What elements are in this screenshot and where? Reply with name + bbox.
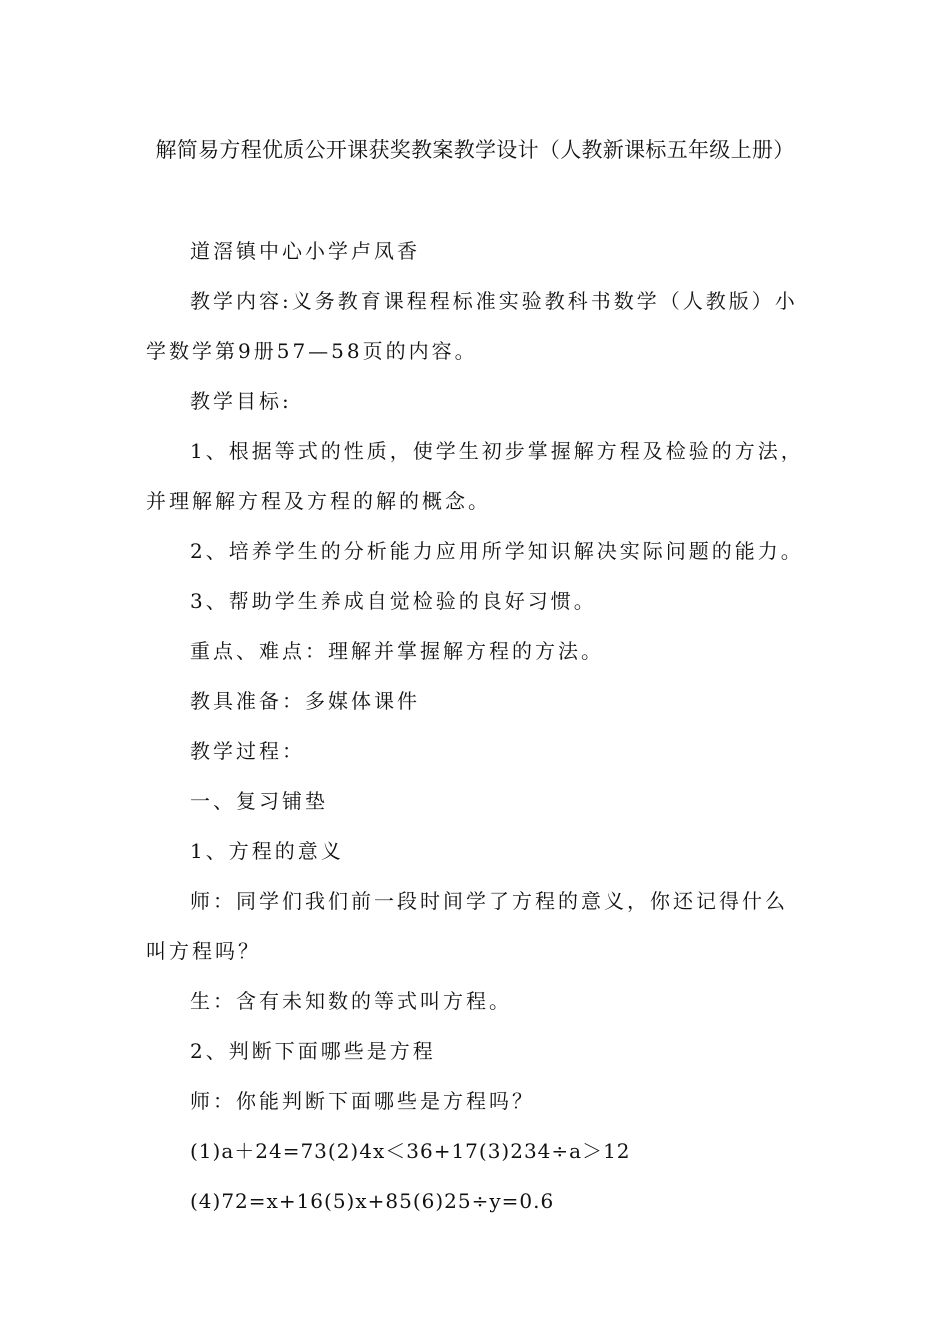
document-title: 解简易方程优质公开课获奖教案教学设计（人教新课标五年级上册） [155,138,795,162]
goal-1: 1、根据等式的性质，使学生初步掌握解方程及检验的方法，并理解解方程及方程的解的概念。 [146,439,804,513]
teacher-question-1: 师：同学们我们前一段时间学了方程的意义，你还记得什么叫方程吗？ [146,889,788,963]
teaching-tools: 教具准备：多媒体课件 [190,689,420,713]
teacher-question-2: 师：你能判断下面哪些是方程吗？ [190,1089,535,1113]
goal-3: 3、帮助学生养成自觉检验的良好习惯。 [190,589,597,613]
teaching-process-heading: 教学过程： [190,739,305,763]
goal-2: 2、培养学生的分析能力应用所学知识解决实际问题的能力。 [190,539,804,563]
equations-line-1: (1)a＋24=73(2)4x＜36+17(3)234÷a＞12 [190,1139,631,1163]
teaching-goals-heading: 教学目标: [190,389,292,413]
student-answer-1: 生：含有未知数的等式叫方程。 [190,989,512,1013]
item-equation-meaning: 1、方程的意义 [190,839,344,863]
equations-line-2: (4)72=x+16(5)x+85(6)25÷y=0.6 [190,1189,555,1213]
author-line: 道滘镇中心小学卢凤香 [190,239,420,263]
key-points: 重点、难点：理解并掌握解方程的方法。 [190,639,604,663]
section-review: 一、复习铺垫 [190,789,328,813]
item-judge-equations: 2、判断下面哪些是方程 [190,1039,436,1063]
teaching-content: 教学内容:义务教育课程程标准实验教科书数学（人教版）小学数学第9册57—58页的内容。 [146,289,798,363]
